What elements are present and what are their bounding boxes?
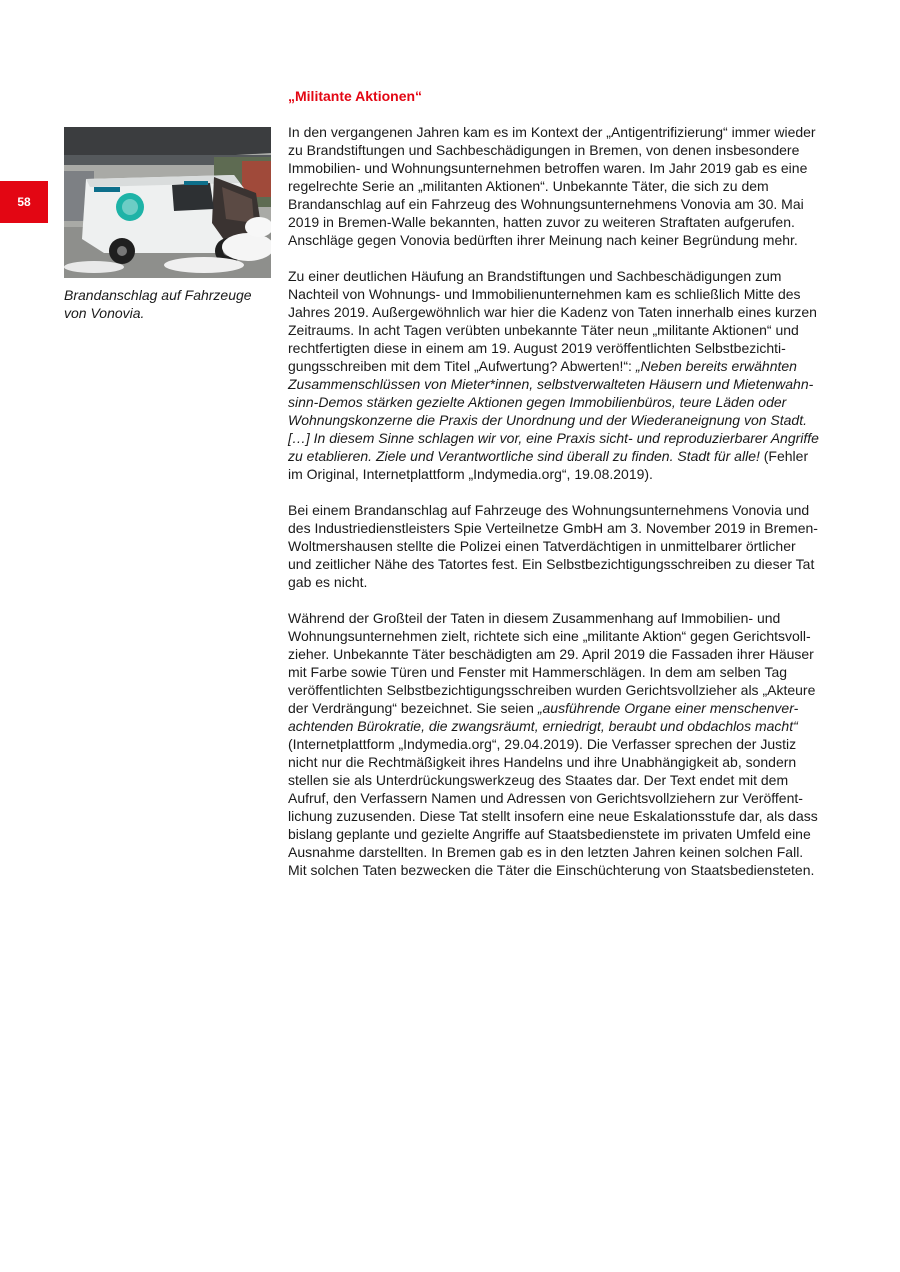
text-run: Nachteil von Wohnungs- und Immobilienunternehmen kam es schließlich Mitte des: [288, 286, 801, 302]
text-run: der Verdrängung“ bezeichnet. Sie seien: [288, 700, 538, 716]
text-line: [288, 213, 848, 231]
section-heading: „Militante Aktionen“: [288, 88, 423, 104]
burned-van-photo: [64, 127, 271, 278]
text-run: mit Farbe sowie Türen und Fenster mit Hammerschlägen. In dem am selben Tag: [288, 664, 788, 680]
text-line: [288, 717, 848, 735]
text-line: [288, 537, 848, 555]
italic-quote: „Neben bereits erwähnten: [635, 358, 797, 374]
text-line: [288, 159, 848, 177]
text-run: Während der Großteil der Taten in diesem Zusammenhang auf Immobilien- und: [288, 610, 781, 626]
italic-quote: sinn-Demos stärken gezielte Aktionen gegen Immobilienbüros, teure Läden oder: [288, 394, 787, 410]
text-line: [288, 357, 848, 375]
text-run: Jahres 2019. Außergewöhnlich war hier die Kadenz von Taten innerhalb eines kurzen: [288, 304, 817, 320]
text-run: zieher. Unbekannte Täter beschädigten am 29. April 2019 die Fassaden ihrer Häuser: [288, 646, 814, 662]
text-run: Ausnahme darstellten. In Bremen gab es in den letzten Jahren keinen solchen Fall.: [288, 844, 804, 860]
text-run: 2019 in Bremen-Walle bekannten, hatten zuvor zu weiteren Straftaten aufgerufen.: [288, 214, 795, 230]
italic-quote: „ausführende Organe einer menschenver-: [537, 700, 799, 716]
text-line: [288, 519, 848, 537]
text-line: [288, 141, 848, 159]
italic-quote: Zusammenschlüssen von Mieter*innen, selbstverwalteten Häusern und Mietenwahn-: [288, 376, 814, 392]
text-line: [288, 753, 848, 771]
text-run: Mit solchen Taten bezwecken die Täter die Einschüchterung von Staatsbediensteten.: [288, 862, 815, 878]
text-run: Zu einer deutlichen Häufung an Brandstiftungen und Sachbeschädigungen zum: [288, 268, 782, 284]
text-line: [288, 195, 848, 213]
text-run: (Fehler: [759, 448, 809, 464]
text-line: [288, 267, 848, 285]
text-run: lichung zuzusenden. Diese Tat stellt insofern eine neue Eskalationsstufe dar, als dass: [288, 808, 818, 824]
text-line: [288, 825, 848, 843]
text-run: regelrechte Serie an „militanten Aktionen“. Unbekannte Täter, die sich zu dem: [288, 178, 769, 194]
text-line: [288, 123, 848, 141]
article-body: [288, 123, 848, 897]
caption-line: Brandanschlag auf Fahrzeuge: [64, 287, 252, 303]
paragraph-4: [288, 609, 848, 879]
text-run: Bei einem Brandanschlag auf Fahrzeuge des Wohnungsunternehmens Vonovia und: [288, 502, 810, 518]
photo-caption: [64, 286, 274, 322]
text-run: rechtfertigten diese in einem am 19. August 2019 veröffentlichten Selbstbezichti-: [288, 340, 786, 356]
text-run: bislang geplante und gezielte Angriffe auf Staatsbedienstete im privaten Umfeld eine: [288, 826, 811, 842]
text-line: [288, 573, 848, 591]
text-line: [288, 771, 848, 789]
italic-quote: […] In diesem Sinne schlagen wir vor, eine Praxis sicht- und reproduzierbarer Angriffe: [288, 430, 819, 446]
text-line: [288, 231, 848, 249]
page-number: 58: [17, 195, 31, 209]
text-run: im Original, Internetplattform „Indymedia.org“, 19.08.2019).: [288, 466, 653, 482]
paragraph-2: [288, 267, 848, 483]
text-run: Immobilien- und Wohnungsunternehmen betroffen waren. Im Jahr 2019 gab es eine: [288, 160, 808, 176]
page-number-tab: [0, 181, 48, 223]
text-run: (Internetplattform „Indymedia.org“, 29.04.2019). Die Verfasser sprechen der Justiz: [288, 736, 797, 752]
text-line: [288, 609, 848, 627]
text-line: [288, 663, 848, 681]
text-line: [288, 411, 848, 429]
text-line: [288, 699, 848, 717]
text-line: [288, 447, 848, 465]
text-line: [288, 861, 848, 879]
text-run: Wohnungsunternehmen zielt, richtete sich eine „militante Aktion“ gegen Gerichtsvoll-: [288, 628, 811, 644]
paragraph-3: [288, 501, 848, 591]
italic-quote: zu etablieren. Ziele und Verantwortliche sind überall zu finden. Stadt für alle!: [288, 448, 760, 464]
text-line: [288, 789, 848, 807]
text-line: [288, 645, 848, 663]
text-run: gab es nicht.: [288, 574, 368, 590]
text-line: [288, 627, 848, 645]
text-run: und zeitlicher Nähe des Tatortes fest. Ein Selbstbezichtigungsschreiben zu dieser Tat: [288, 556, 815, 572]
text-run: zu Brandstiftungen und Sachbeschädigungen in Bremen, von denen insbesondere: [288, 142, 800, 158]
text-line: [288, 375, 848, 393]
text-line: [288, 285, 848, 303]
text-line: [288, 465, 848, 483]
text-line: [288, 681, 848, 699]
text-line: [288, 501, 848, 519]
text-line: [288, 303, 848, 321]
text-run: veröffentlichten Selbstbezichtigungsschreiben wurden Gerichtsvollzieher als „Akteure: [288, 682, 816, 698]
italic-quote: achtenden Bürokratie, die zwangsräumt, erniedrigt, beraubt und obdachlos macht“: [288, 718, 798, 734]
text-run: In den vergangenen Jahren kam es im Kontext der „Antigentrifizierung“ immer wieder: [288, 124, 816, 140]
text-run: nicht nur die Rechtmäßigkeit ihres Handelns und ihre Unabhängigkeit ab, sondern: [288, 754, 797, 770]
paragraph-1: [288, 123, 848, 249]
text-line: [288, 555, 848, 573]
text-run: gungsschreiben mit dem Titel „Aufwertung? Abwerten!“:: [288, 358, 636, 374]
text-line: [288, 339, 848, 357]
text-run: stellen sie als Unterdrückungswerkzeug des Staates dar. Der Text endet mit dem: [288, 772, 789, 788]
text-line: [288, 429, 848, 447]
text-run: Woltmershausen stellte die Polizei einen Tatverdächtigen in unmittelbarer örtlicher: [288, 538, 796, 554]
caption-line: von Vonovia.: [64, 305, 145, 321]
text-line: [288, 735, 848, 753]
text-run: Anschläge gegen Vonovia bedürften ihrer Meinung nach keiner Begründung mehr.: [288, 232, 798, 248]
text-run: Aufruf, den Verfassern Namen und Adressen von Gerichtsvollziehern zur Veröffent-: [288, 790, 803, 806]
text-line: [288, 807, 848, 825]
text-line: [288, 177, 848, 195]
italic-quote: Wohnungskonzerne die Praxis der Unordnung und der Wiederaneignung von Stadt.: [288, 412, 807, 428]
text-run: Zeitraums. In acht Tagen verübten unbekannte Täter neun „militante Aktionen“ und: [288, 322, 799, 338]
text-line: [288, 393, 848, 411]
text-line: [288, 843, 848, 861]
text-run: des Industriedienstleisters Spie Verteilnetze GmbH am 3. November 2019 in Bremen-: [288, 520, 818, 536]
text-line: [288, 321, 848, 339]
van-illustration: [64, 127, 271, 278]
text-run: Brandanschlag auf ein Fahrzeug des Wohnungsunternehmens Vonovia am 30. Mai: [288, 196, 804, 212]
